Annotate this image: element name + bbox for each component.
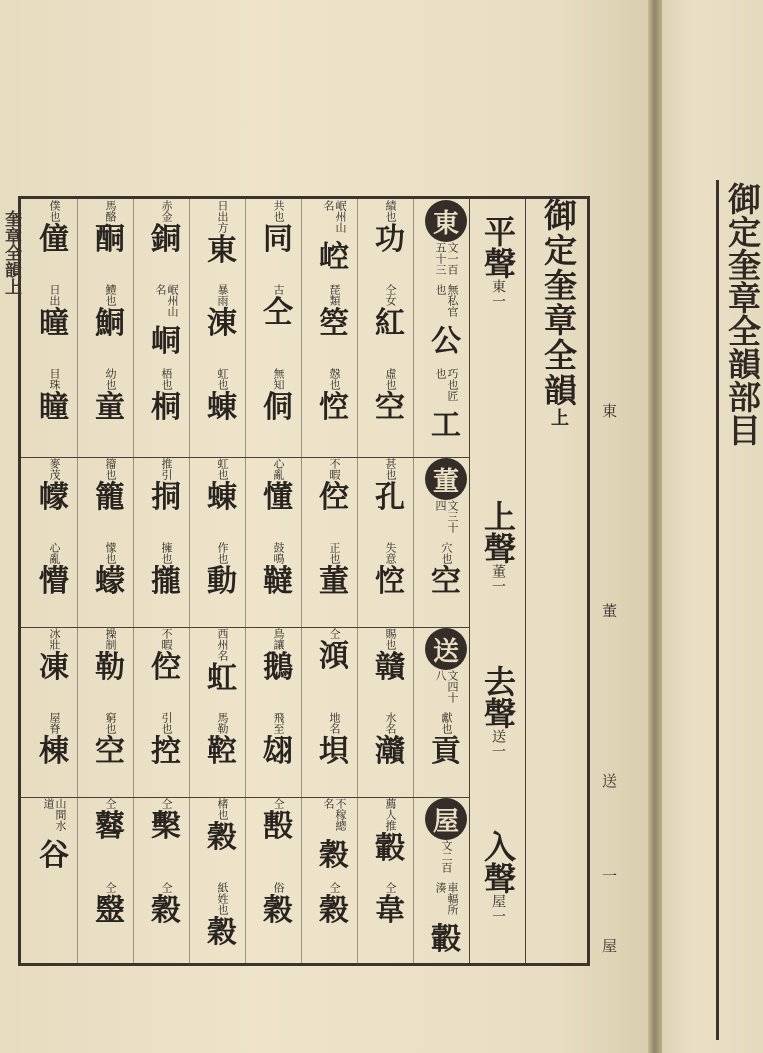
entry-gloss: 梧也: [160, 368, 173, 390]
tone-header-ping: [478, 215, 518, 375]
entry-char: 動: [207, 564, 237, 599]
rhyme-entry: [308, 542, 360, 599]
rhyme-entry: [28, 798, 80, 873]
rhyme-entry: [364, 798, 416, 866]
entry-gloss: 地名: [328, 712, 341, 734]
entry-gloss: 文一百五十三: [434, 242, 459, 275]
entry-char: 谷: [39, 838, 69, 873]
rhyme-entry: [28, 712, 80, 769]
entry-char: 穀: [319, 838, 349, 873]
entry-gloss: 仝: [160, 798, 173, 809]
entry-char: 倥: [151, 650, 181, 685]
entry-char: 凍: [39, 650, 69, 685]
rhyme-entry: [252, 284, 304, 330]
entry-char: 桐: [151, 390, 181, 425]
rhyme-entry: [140, 368, 192, 425]
rhyme-entry: [28, 458, 80, 515]
rhyme-entry: [196, 882, 248, 950]
side-mark-text: 董: [602, 602, 618, 620]
tone-header-shang: [478, 500, 518, 660]
tone-name: 去聲: [479, 665, 517, 729]
entry-gloss: 虛也: [384, 368, 397, 390]
book-gutter: [648, 0, 662, 1053]
rhyme-entry: [196, 458, 248, 515]
entry-gloss: 冰壯: [48, 628, 61, 650]
right-page-title: 御定奎章全韻部目: [723, 182, 762, 446]
entry-gloss: 作也: [216, 542, 229, 564]
rhyme-head-char: 東: [425, 200, 467, 242]
side-mark-text: 送: [602, 772, 618, 790]
entry-char: 董: [319, 564, 349, 599]
entry-char: 悾: [319, 390, 349, 425]
entry-char: 鞚: [207, 734, 237, 769]
entry-char: 挏: [151, 480, 181, 515]
rhyme-entry: [84, 458, 136, 515]
entry-gloss: 賜也: [384, 628, 397, 650]
entry-char: 僮: [39, 222, 69, 257]
rhyme-entry: [84, 200, 136, 257]
margin-title-text: 奎章全韻: [1, 210, 21, 278]
entry-gloss: 無知: [272, 368, 285, 390]
entry-char: 東: [207, 233, 237, 268]
entry-gloss: 籀也: [104, 458, 117, 480]
rhyme-entry: [196, 200, 248, 268]
rhyme-head-char: 送: [425, 628, 467, 670]
entry-char: 功: [375, 222, 405, 257]
entry-char: 蠓: [95, 564, 125, 599]
entry-char: 灨: [375, 734, 405, 769]
rhyme-entry: [252, 628, 304, 685]
entry-gloss: 飛至: [272, 712, 285, 734]
entry-char: 崆: [319, 240, 349, 275]
rhyme-entry: [364, 712, 416, 769]
entry-gloss: 推引: [160, 458, 173, 480]
entry-char: 空: [431, 564, 461, 599]
entry-char: 同: [263, 222, 293, 257]
rhyme-entry: [364, 458, 416, 515]
entry-gloss: 岷州山名: [154, 284, 179, 317]
entry-char: 控: [151, 734, 181, 769]
rhyme-entry: [308, 200, 360, 275]
side-mark-song: [602, 770, 622, 792]
book-title: [538, 198, 578, 498]
entry-gloss: 操制: [104, 628, 117, 650]
entry-gloss: 績也: [384, 200, 397, 222]
rhyme-entry: [420, 628, 472, 711]
entry-gloss: 琵類: [328, 284, 341, 306]
entry-char: 韃: [263, 564, 293, 599]
rhyme-entry: [84, 882, 136, 928]
entry-char: 垻: [319, 734, 349, 769]
rhyme-entry: [84, 798, 136, 844]
entry-char: 毄: [263, 809, 293, 844]
entry-char: 工: [431, 408, 461, 443]
entry-gloss: 楮也: [216, 798, 229, 820]
entry-char: 仝: [263, 295, 293, 330]
rhyme-entry: [28, 628, 80, 685]
entry-gloss: 文二百: [440, 840, 453, 873]
entry-char: 韋: [375, 893, 405, 928]
entry-gloss: 不暇: [160, 628, 173, 650]
entry-gloss: 窮也: [104, 712, 117, 734]
rhyme-entry: [28, 200, 80, 257]
rhyme-entry: [84, 542, 136, 599]
entry-gloss: 西州名: [216, 628, 229, 661]
entry-char: 曈: [39, 306, 69, 341]
entry-char: 空: [95, 734, 125, 769]
entry-char: 蝀: [207, 390, 237, 425]
rhyme-entry: [420, 458, 472, 541]
entry-gloss: 文三十四: [434, 500, 459, 533]
rhyme-entry: [420, 368, 472, 443]
rhyme-entry: [252, 712, 304, 769]
entry-gloss: 僕也: [48, 200, 61, 222]
rhyme-entry: [84, 628, 136, 685]
rhyme-head-char: 董: [425, 458, 467, 500]
entry-gloss: 虹也: [216, 368, 229, 390]
entry-char: 孔: [375, 480, 405, 515]
rhyme-entry: [196, 628, 248, 696]
entry-char: 紅: [375, 306, 405, 341]
entry-char: 幪: [39, 480, 69, 515]
side-mark-text: 東: [602, 402, 618, 420]
tone-sub: 屋一: [490, 894, 506, 924]
entry-gloss: 仝: [328, 882, 341, 893]
rhyme-entry: [140, 628, 192, 685]
tone-header-ru: [478, 830, 518, 990]
entry-char: 空: [375, 390, 405, 425]
entry-char: 穀: [263, 893, 293, 928]
entry-char: 瞳: [39, 390, 69, 425]
entry-char: 貢: [431, 734, 461, 769]
entry-gloss: 無私官也: [434, 284, 459, 317]
entry-gloss: 仝: [160, 882, 173, 893]
entry-char: 悾: [375, 564, 405, 599]
entry-gloss: 共也: [272, 200, 285, 222]
rhyme-entry: [252, 542, 304, 599]
entry-gloss: 幼也: [104, 368, 117, 390]
entry-char: 毉: [95, 893, 125, 928]
rhyme-entry: [140, 542, 192, 599]
rhyme-entry: [364, 542, 416, 599]
entry-gloss: 鱧也: [104, 284, 117, 306]
entry-char: 倥: [319, 480, 349, 515]
entry-char: 銅: [151, 222, 181, 257]
entry-char: 侗: [263, 390, 293, 425]
rhyme-entry: [364, 200, 416, 257]
rhyme-entry: [364, 628, 416, 685]
side-mark-dong2: [602, 600, 622, 622]
entry-char: 勒: [95, 650, 125, 685]
rhyme-entry: [28, 542, 80, 599]
rhyme-entry: [420, 798, 472, 874]
rhyme-entry: [196, 712, 248, 769]
entry-gloss: 獻也: [440, 712, 453, 734]
entry-char: 箜: [319, 306, 349, 341]
rhyme-entry: [196, 798, 248, 855]
tone-sub: 東一: [490, 279, 506, 309]
entry-char: 贛: [375, 650, 405, 685]
entry-gloss: 仝: [384, 882, 397, 893]
entry-gloss: 擁也: [160, 542, 173, 564]
entry-char: 鼛: [95, 809, 125, 844]
rhyme-entry: [308, 882, 360, 928]
entry-char: 穀: [207, 915, 237, 950]
rhyme-entry: [196, 542, 248, 599]
rhyme-entry: [252, 200, 304, 257]
rhyme-entry: [252, 798, 304, 844]
entry-gloss: 正也: [328, 542, 341, 564]
entry-gloss: 馬酪: [104, 200, 117, 222]
rhyme-entry: [140, 798, 192, 844]
entry-char: 涷: [207, 306, 237, 341]
entry-gloss: 車輻所湊: [434, 882, 459, 915]
entry-char: 攏: [151, 564, 181, 599]
entry-char: 懂: [263, 480, 293, 515]
rhyme-entry: [364, 882, 416, 928]
side-mark-text: 屋: [602, 937, 618, 955]
side-mark-wu: [602, 935, 622, 957]
entry-gloss: 文四十八: [434, 670, 459, 703]
rhyme-entry: [420, 542, 472, 599]
rhyme-entry: [420, 200, 472, 283]
entry-gloss: 麥茂: [48, 458, 61, 480]
rhyme-head-char: 屋: [425, 798, 467, 840]
entry-gloss: 懞也: [104, 542, 117, 564]
entry-gloss: 仝: [104, 798, 117, 809]
rhyme-entry: [420, 882, 472, 957]
tone-sub: 董一: [490, 564, 506, 594]
entry-char: 鵝: [263, 650, 293, 685]
rhyme-entry: [364, 368, 416, 425]
entry-gloss: 紙姓也: [216, 882, 229, 915]
entry-gloss: 慤也: [328, 368, 341, 390]
entry-char: 翃: [263, 734, 293, 769]
side-mark-text: 一: [602, 867, 618, 885]
entry-gloss: 日出: [48, 284, 61, 306]
entry-gloss: 甚也: [384, 458, 397, 480]
entry-char: 棟: [39, 734, 69, 769]
rhyme-entry: [84, 712, 136, 769]
volume-label: 上: [548, 408, 569, 428]
entry-gloss: 不稼總名: [322, 798, 347, 831]
entry-gloss: 心亂: [272, 458, 285, 480]
entry-gloss: 失意: [384, 542, 397, 564]
entry-char: 澒: [319, 639, 349, 674]
entry-gloss: 古: [272, 284, 285, 295]
title-divider: [525, 199, 526, 963]
entry-gloss: 鼓鳴: [272, 542, 285, 564]
entry-gloss: 穴也: [440, 542, 453, 564]
entry-char: 公: [431, 324, 461, 359]
entry-gloss: 赤金: [160, 200, 173, 222]
entry-char: 蝀: [207, 480, 237, 515]
rhyme-entry: [364, 284, 416, 341]
rhyme-entry: [252, 368, 304, 425]
rhyme-entry: [308, 712, 360, 769]
rhyme-entry: [140, 882, 192, 928]
rhyme-entry: [140, 458, 192, 515]
entry-gloss: 馬勒: [216, 712, 229, 734]
tone-name: 入聲: [479, 830, 517, 894]
tone-sub: 送一: [490, 729, 506, 759]
entry-char: 峒: [151, 324, 181, 359]
rhyme-entry: [196, 368, 248, 425]
entry-char: 檕: [151, 809, 181, 844]
rhyme-entry: [308, 458, 360, 515]
rhyme-entry: [420, 712, 472, 769]
entry-gloss: 岷州山名: [322, 200, 347, 233]
entry-gloss: 引也: [160, 712, 173, 734]
entry-gloss: 仝: [328, 628, 341, 639]
side-mark-dong: [602, 400, 622, 422]
rhyme-entry: [252, 458, 304, 515]
entry-char: 懵: [39, 564, 69, 599]
entry-gloss: 仝: [272, 798, 285, 809]
rhyme-entry: [140, 200, 192, 257]
entry-gloss: 俗: [272, 882, 285, 893]
entry-gloss: 仝: [104, 882, 117, 893]
entry-char: 穀: [207, 820, 237, 855]
rhyme-entry: [140, 284, 192, 359]
rhyme-entry: [196, 284, 248, 341]
entry-gloss: 鳥讓: [272, 628, 285, 650]
rhyme-entry: [308, 284, 360, 341]
rhyme-entry: [28, 368, 80, 425]
entry-char: 籠: [95, 480, 125, 515]
book-title-text: 御定奎章全韻: [539, 198, 578, 408]
entry-gloss: 薦人推: [384, 798, 397, 831]
rhyme-entry: [84, 368, 136, 425]
tone-header-qu: [478, 665, 518, 825]
entry-gloss: 暴雨: [216, 284, 229, 306]
rhyme-entry: [420, 284, 472, 359]
entry-gloss: 巧也匠也: [434, 368, 459, 401]
tone-name: 平聲: [479, 215, 517, 279]
entry-char: 穀: [319, 893, 349, 928]
entry-char: 虹: [207, 661, 237, 696]
entry-gloss: 心亂: [48, 542, 61, 564]
rhyme-entry: [28, 284, 80, 341]
rhyme-entry: [84, 284, 136, 341]
margin-volume: 上: [1, 278, 21, 295]
bleed-through-text: [700, 520, 740, 920]
entry-gloss: 水名: [384, 712, 397, 734]
rhyme-entry: [308, 628, 360, 674]
entry-gloss: 山間水道: [42, 798, 67, 831]
entry-gloss: 日出方: [216, 200, 229, 233]
entry-gloss: 屋脊: [48, 712, 61, 734]
entry-char: 鮦: [95, 306, 125, 341]
rhyme-entry: [308, 798, 360, 873]
entry-gloss: 不暇: [328, 458, 341, 480]
entry-char: 轂: [431, 922, 461, 957]
entry-char: 酮: [95, 222, 125, 257]
tone-name: 上聲: [479, 500, 517, 564]
rhyme-entry: [308, 368, 360, 425]
entry-gloss: 虹也: [216, 458, 229, 480]
entry-gloss: 目珠: [48, 368, 61, 390]
entry-char: 轂: [375, 831, 405, 866]
entry-char: 穀: [151, 893, 181, 928]
rhyme-entry: [140, 712, 192, 769]
side-mark-one: [602, 865, 622, 887]
rhyme-entry: [252, 882, 304, 928]
entry-char: 童: [95, 390, 125, 425]
entry-gloss: 仝女: [384, 284, 397, 306]
